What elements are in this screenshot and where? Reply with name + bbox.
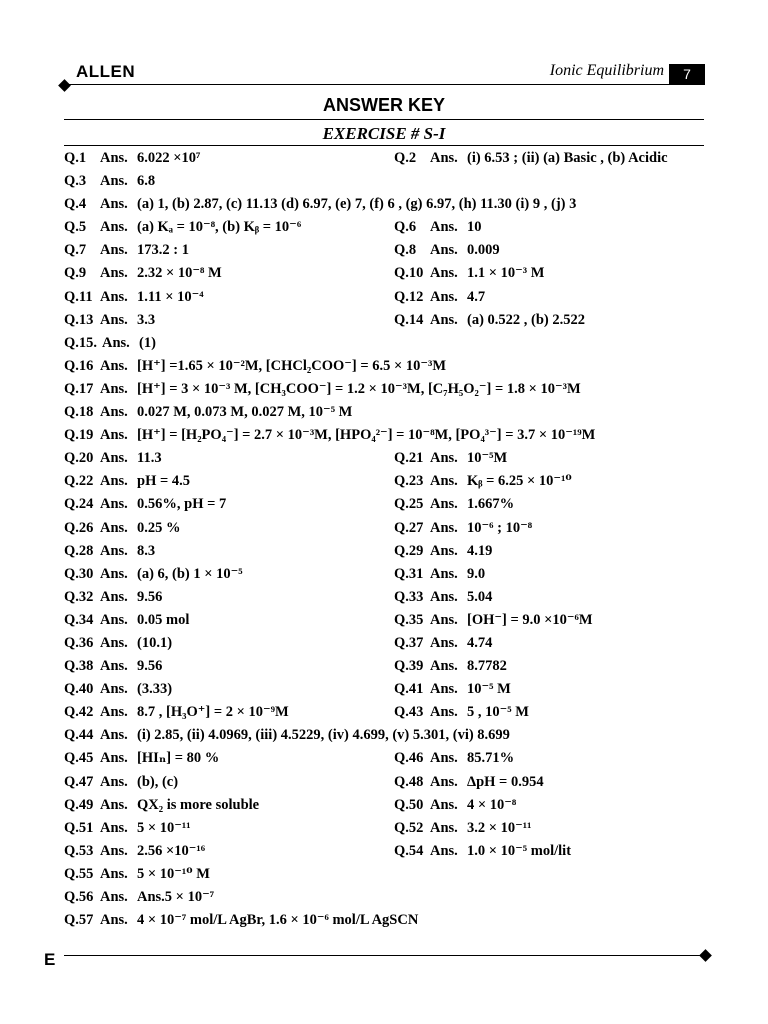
answer-text: (i) 6.53 ; (ii) (a) Basic , (b) Acidic: [467, 150, 668, 166]
answer-item: [64, 563, 394, 586]
answer-text: 5.04: [467, 588, 493, 605]
answer-row: [64, 586, 714, 609]
title-rule: [64, 119, 704, 120]
answer-row: [64, 863, 714, 886]
answer-text: [H⁺] = 3 × 10⁻³ M, [CH₃COO⁻] = 1.2 × 10⁻³M, [C₇H₅O₂⁻] = 1.8 × 10⁻³M: [137, 380, 581, 397]
ans-label: Ans.: [100, 681, 128, 698]
answer-text: 4 × 10⁻⁸: [467, 796, 517, 813]
answer-item: [394, 747, 514, 770]
answer-item: [64, 193, 576, 216]
answer-row: [64, 262, 714, 285]
answer-item: [64, 794, 394, 817]
answer-text: 1.0 × 10⁻⁵ mol/lit: [467, 842, 572, 859]
question-number: Q.8: [394, 242, 417, 259]
footer-diamond: [699, 949, 712, 962]
answer-row: [64, 794, 714, 817]
answer-item: [394, 447, 507, 470]
answer-text: 8.7 , [H₃O⁺] = 2 × 10⁻⁹M: [137, 704, 289, 721]
answer-row: [64, 609, 714, 632]
answer-item: [64, 817, 394, 840]
ans-label: Ans.: [100, 912, 128, 929]
ans-label: Ans.: [100, 150, 128, 166]
ans-label: Ans.: [100, 519, 128, 536]
answer-row: [64, 817, 714, 840]
answer-text: ΔpH = 0.954: [467, 773, 544, 790]
answer-text: (a) 0.522 , (b) 2.522: [467, 311, 586, 328]
question-number: Q.43: [394, 704, 424, 721]
question-number: Q.16: [64, 357, 94, 374]
question-number: Q.4: [64, 196, 87, 213]
question-number: Q.19: [64, 427, 94, 444]
answer-item: [64, 586, 394, 609]
question-number: Q.44: [64, 727, 94, 744]
answer-item: [64, 170, 155, 193]
chapter-title: Ionic Equilibrium: [549, 62, 664, 79]
answer-item: [64, 886, 214, 909]
question-number: Q.9: [64, 265, 87, 282]
question-number: Q.21: [394, 450, 424, 467]
ans-label: Ans.: [100, 450, 128, 467]
question-number: Q.25: [394, 496, 424, 513]
answer-row: [64, 147, 714, 170]
question-number: Q.56: [64, 889, 94, 905]
question-number: Q.55: [64, 865, 94, 882]
ans-label: Ans.: [100, 173, 128, 190]
answer-item: [64, 678, 394, 701]
answer-text: 4.19: [467, 542, 493, 559]
ans-label: Ans.: [430, 750, 458, 767]
answer-item: [394, 493, 514, 516]
ans-label: Ans.: [430, 288, 458, 305]
answer-text: 10: [467, 219, 482, 236]
answer-item: [64, 262, 394, 285]
answer-text: 85.71%: [467, 750, 515, 767]
answer-text: 4.7: [467, 288, 486, 305]
question-number: Q.13: [64, 311, 94, 328]
answer-row: [64, 632, 714, 655]
answer-text: [H⁺] =1.65 × 10⁻²M, [CHCl₂COO⁻] = 6.5 × 10⁻³M: [137, 357, 447, 374]
answer-item: [64, 771, 394, 794]
answer-text: (10.1): [137, 634, 173, 651]
question-number: Q.36: [64, 634, 94, 651]
question-number: Q.7: [64, 242, 87, 259]
ans-label: Ans.: [100, 588, 128, 605]
answer-item: [394, 817, 532, 840]
ans-label: Ans.: [430, 842, 458, 859]
answer-item: [64, 286, 394, 309]
question-number: Q.5: [64, 219, 87, 236]
question-number: Q.31: [394, 565, 424, 582]
answer-row: [64, 886, 714, 909]
answer-text: 0.009: [467, 242, 500, 259]
question-number: Q.1: [64, 150, 87, 166]
question-number: Q.18: [64, 404, 94, 421]
answer-text: [OH⁻] = 9.0 ×10⁻⁶M: [467, 611, 593, 628]
question-number: Q.39: [394, 658, 424, 675]
exercise-rule: [64, 145, 704, 146]
answer-text: 4 × 10⁻⁷ mol/L AgBr, 1.6 × 10⁻⁶ mol/L AgSCN: [137, 912, 419, 929]
answer-text: [HIₙ] = 80 %: [137, 750, 220, 767]
answer-row: [64, 309, 714, 332]
ans-label: Ans.: [430, 681, 458, 698]
allen-logo: ALLEN: [76, 62, 136, 81]
answer-item: [64, 355, 446, 378]
question-number: Q.10: [394, 265, 424, 282]
ans-label: Ans.: [100, 542, 128, 559]
question-number: Q.41: [394, 681, 424, 698]
answer-text: 6.022 ×10⁷: [137, 150, 201, 166]
answer-item: [64, 540, 394, 563]
answer-text: QX₂ is more soluble: [137, 796, 260, 813]
answer-item: [394, 239, 500, 262]
ans-label: Ans.: [100, 819, 128, 836]
answer-text: 9.56: [137, 658, 163, 675]
answer-text: 3.2 × 10⁻¹¹: [467, 819, 532, 836]
ans-label: Ans.: [100, 288, 128, 305]
ans-label: Ans.: [100, 634, 128, 651]
answer-row: [64, 355, 714, 378]
answer-item: [64, 493, 394, 516]
answer-item: [394, 147, 668, 170]
question-number: Q.24: [64, 496, 94, 513]
answer-text: (1): [139, 334, 156, 351]
ans-label: Ans.: [430, 542, 458, 559]
ans-label: Ans.: [100, 473, 128, 490]
answer-row: [64, 724, 714, 747]
question-number: Q.35: [394, 611, 424, 628]
answer-row: [64, 286, 714, 309]
answer-row: [64, 170, 714, 193]
question-number: Q.17: [64, 380, 94, 397]
ans-label: Ans.: [100, 658, 128, 675]
question-number: Q.53: [64, 842, 94, 859]
answer-text: 10⁻⁵M: [467, 450, 508, 467]
answer-item: [394, 609, 593, 632]
answer-text: 2.56 ×10⁻¹⁶: [137, 842, 206, 859]
answer-text: 1.11 × 10⁻⁴: [137, 288, 204, 305]
question-number: Q.28: [64, 542, 94, 559]
answer-item: [394, 517, 532, 540]
ans-label: Ans.: [430, 819, 458, 836]
question-number: Q.52: [394, 819, 424, 836]
question-number: Q.51: [64, 819, 94, 836]
ans-label: Ans.: [430, 265, 458, 282]
answer-item: [64, 517, 394, 540]
answer-text: 8.7782: [467, 658, 507, 675]
edition-mark: E: [44, 950, 56, 969]
question-number: Q.50: [394, 796, 424, 813]
question-number: Q.48: [394, 773, 424, 790]
answer-row: [64, 470, 714, 493]
question-number: Q.15.: [64, 334, 98, 351]
ans-label: Ans.: [100, 773, 128, 790]
answer-item: [394, 262, 544, 285]
answer-text: (a) 6, (b) 1 × 10⁻⁵: [137, 565, 243, 582]
page-title: ANSWER KEY: [322, 95, 445, 115]
answer-row: [64, 540, 714, 563]
answer-text: 4.74: [467, 634, 493, 651]
ans-label: Ans.: [100, 565, 128, 582]
ans-label: Ans.: [100, 196, 128, 213]
answer-item: [64, 632, 394, 655]
ans-label: Ans.: [430, 450, 458, 467]
answer-text: 6.8: [137, 173, 156, 190]
answer-text: 0.05 mol: [137, 611, 190, 628]
answer-text: 0.027 M, 0.073 M, 0.027 M, 10⁻⁵ M: [137, 404, 353, 421]
answer-text: 10⁻⁶ ; 10⁻⁸: [467, 519, 533, 536]
answer-text: 3.3: [137, 311, 156, 328]
answer-item: [64, 447, 394, 470]
ans-label: Ans.: [430, 473, 458, 490]
ans-label: Ans.: [430, 519, 458, 536]
answer-item: [64, 909, 418, 932]
answer-item: [394, 632, 492, 655]
question-number: Q.42: [64, 704, 94, 721]
ans-label: Ans.: [430, 150, 458, 166]
question-number: Q.2: [394, 150, 417, 166]
ans-label: Ans.: [100, 842, 128, 859]
question-number: Q.29: [394, 542, 424, 559]
answer-text: 9.56: [137, 588, 163, 605]
answer-text: (i) 2.85, (ii) 4.0969, (iii) 4.5229, (iv) 4.699, (v) 5.301, (vi) 8.699: [137, 727, 510, 744]
ans-label: Ans.: [100, 704, 128, 721]
ans-label: Ans.: [430, 658, 458, 675]
answer-row: [64, 747, 714, 770]
question-number: Q.11: [64, 288, 93, 305]
answer-item: [394, 655, 507, 678]
answer-text: 2.32 × 10⁻⁸ M: [137, 265, 222, 282]
header-diamond: [58, 79, 71, 92]
answer-text: 5 × 10⁻¹⁰ M: [137, 865, 210, 882]
question-number: Q.57: [64, 912, 94, 929]
answer-item: [394, 701, 529, 724]
answer-row: [64, 909, 714, 932]
answer-row: [64, 678, 714, 701]
ans-label: Ans.: [430, 588, 458, 605]
answer-item: [394, 540, 492, 563]
question-number: Q.49: [64, 796, 94, 813]
answer-text: 173.2 : 1: [137, 242, 189, 259]
answer-row: [64, 840, 714, 863]
question-number: Q.33: [394, 588, 424, 605]
answer-item: [394, 309, 585, 332]
answer-text: pH = 4.5: [137, 473, 190, 490]
answer-item: [64, 216, 394, 239]
ans-label: Ans.: [100, 427, 128, 444]
ans-label: Ans.: [100, 611, 128, 628]
ans-label: Ans.: [430, 496, 458, 513]
ans-label: Ans.: [100, 796, 128, 813]
ans-label: Ans.: [100, 219, 128, 236]
ans-label: Ans.: [100, 380, 128, 397]
answer-item: [64, 401, 352, 424]
answer-text: 0.56%, pH = 7: [137, 496, 227, 513]
answer-item: [394, 840, 571, 863]
answer-item: [64, 724, 510, 747]
answer-item: [64, 309, 394, 332]
ans-label: Ans.: [100, 889, 128, 905]
answer-text: 0.25 %: [137, 519, 181, 536]
answer-text: Ans.5 × 10⁻⁷: [137, 889, 215, 905]
answer-row: [64, 332, 714, 355]
question-number: Q.46: [394, 750, 424, 767]
answer-text: Kᵦ = 6.25 × 10⁻¹⁰: [467, 473, 572, 490]
question-number: Q.38: [64, 658, 94, 675]
answer-item: [64, 701, 394, 724]
question-number: Q.32: [64, 588, 94, 605]
answer-text: (a) 1, (b) 2.87, (c) 11.13 (d) 6.97, (e) 7, (f) 6 , (g) 6.97, (h) 11.30 (i) 9 , (j) 3: [137, 196, 577, 213]
answer-text: 8.3: [137, 542, 156, 559]
answer-item: [64, 470, 394, 493]
answer-item: [64, 609, 394, 632]
answer-row: [64, 239, 714, 262]
ans-label: Ans.: [100, 242, 128, 259]
answer-item: [64, 840, 394, 863]
answer-text: (b), (c): [137, 773, 179, 790]
answer-row: [64, 378, 714, 401]
answer-text: 10⁻⁵ M: [467, 681, 511, 698]
page-number: 7: [669, 64, 705, 85]
answer-item: [394, 794, 516, 817]
answer-row: [64, 216, 714, 239]
footer-rule: [64, 955, 704, 956]
ans-label: Ans.: [430, 565, 458, 582]
ans-label: Ans.: [430, 311, 458, 328]
answer-text: 1.1 × 10⁻³ M: [467, 265, 545, 282]
answer-row: [64, 563, 714, 586]
answer-item: [394, 563, 485, 586]
answer-text: (a) Kₐ = 10⁻⁸, (b) Kᵦ = 10⁻⁶: [137, 219, 302, 236]
answer-item: [394, 678, 511, 701]
question-number: Q.12: [394, 288, 424, 305]
answer-item: [394, 216, 482, 239]
ans-label: Ans.: [100, 750, 128, 767]
answer-row: [64, 771, 714, 794]
question-number: Q.34: [64, 611, 94, 628]
ans-label: Ans.: [100, 727, 128, 744]
answer-text: 1.667%: [467, 496, 515, 513]
ans-label: Ans.: [100, 496, 128, 513]
ans-label: Ans.: [430, 242, 458, 259]
answer-row: [64, 401, 714, 424]
answer-text: 9.0: [467, 565, 486, 582]
answer-item: [64, 655, 394, 678]
answer-text: 11.3: [137, 450, 162, 467]
answer-item: [64, 747, 394, 770]
question-number: Q.3: [64, 173, 87, 190]
answer-row: [64, 493, 714, 516]
answer-row: [64, 447, 714, 470]
header-rule: [64, 84, 704, 85]
answer-row: [64, 424, 714, 447]
question-number: Q.26: [64, 519, 94, 536]
question-number: Q.6: [394, 219, 417, 236]
answer-item: [64, 378, 581, 401]
answer-item: [394, 286, 485, 309]
answer-item: [394, 586, 492, 609]
answer-item: [394, 771, 544, 794]
answer-text: (3.33): [137, 681, 173, 698]
question-number: Q.14: [394, 311, 424, 328]
answer-row: [64, 517, 714, 540]
answer-item: [64, 332, 156, 355]
ans-label: Ans.: [100, 404, 128, 421]
ans-label: Ans.: [430, 796, 458, 813]
question-number: Q.27: [394, 519, 424, 536]
answer-item: [64, 147, 394, 170]
question-number: Q.45: [64, 750, 94, 767]
ans-label: Ans.: [102, 334, 130, 351]
ans-label: Ans.: [100, 865, 128, 882]
question-number: Q.40: [64, 681, 94, 698]
question-number: Q.30: [64, 565, 94, 582]
ans-label: Ans.: [430, 773, 458, 790]
answer-item: [64, 863, 210, 886]
answer-list: [64, 147, 714, 932]
ans-label: Ans.: [100, 265, 128, 282]
answer-item: [64, 424, 595, 447]
question-number: Q.54: [394, 842, 424, 859]
answer-item: [64, 239, 394, 262]
answer-item: [394, 470, 572, 493]
question-number: Q.47: [64, 773, 94, 790]
answer-row: [64, 193, 714, 216]
question-number: Q.37: [394, 634, 424, 651]
ans-label: Ans.: [100, 357, 128, 374]
question-number: Q.23: [394, 473, 424, 490]
ans-label: Ans.: [430, 611, 458, 628]
question-number: Q.20: [64, 450, 94, 467]
answer-text: 5 , 10⁻⁵ M: [467, 704, 529, 721]
answer-text: [H⁺] = [H₂PO₄⁻] = 2.7 × 10⁻³M, [HPO₄²⁻] = 10⁻⁸M, [PO₄³⁻] = 3.7 × 10⁻¹⁹M: [137, 427, 596, 444]
answer-row: [64, 701, 714, 724]
ans-label: Ans.: [430, 634, 458, 651]
ans-label: Ans.: [430, 704, 458, 721]
ans-label: Ans.: [100, 311, 128, 328]
question-number: Q.22: [64, 473, 94, 490]
answer-row: [64, 655, 714, 678]
exercise-heading: EXERCISE # S-I: [322, 124, 446, 143]
ans-label: Ans.: [430, 219, 458, 236]
answer-text: 5 × 10⁻¹¹: [137, 819, 191, 836]
